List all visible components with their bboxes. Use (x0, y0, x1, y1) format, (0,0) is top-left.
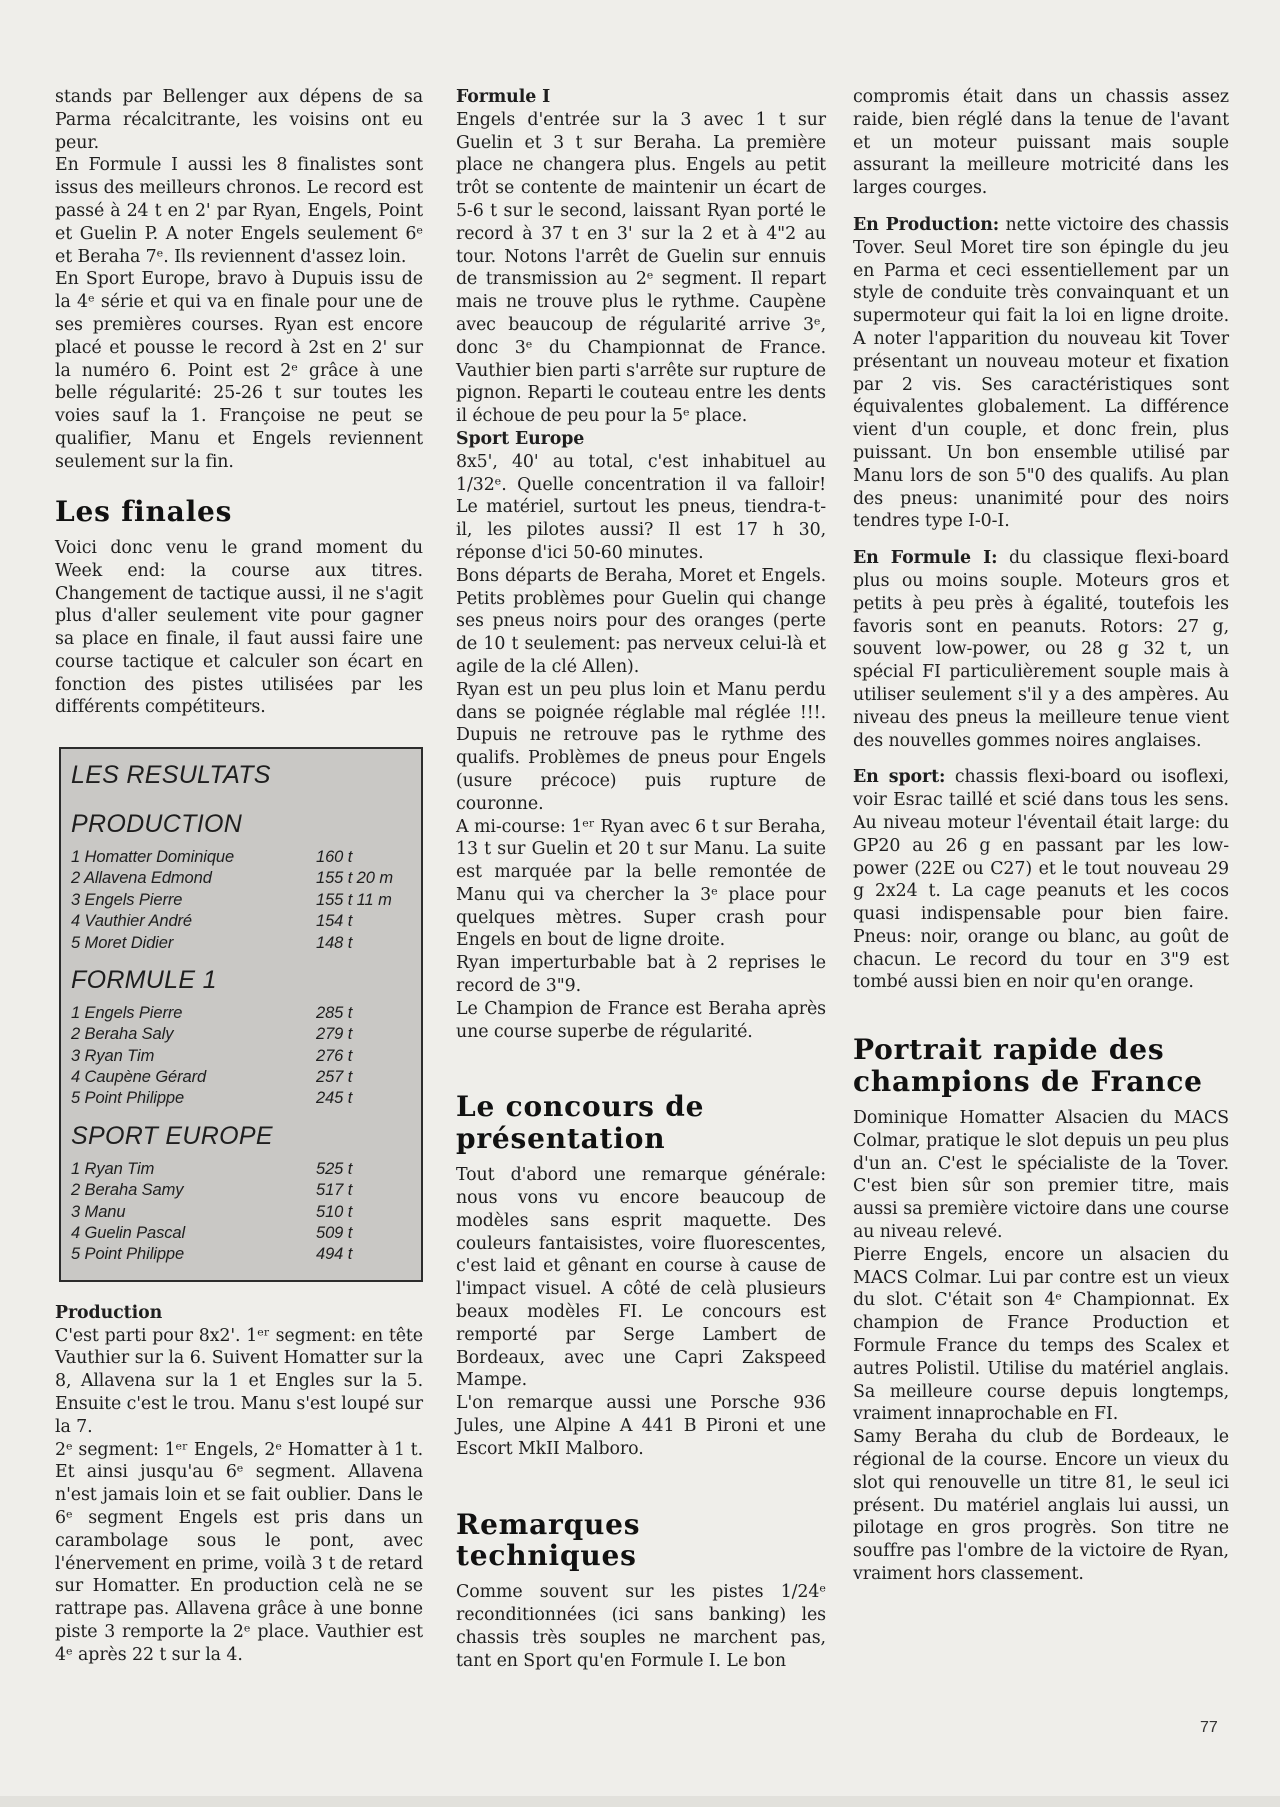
lead-in: En sport: (853, 767, 946, 788)
result-name: 1 Homatter Dominique (71, 847, 235, 866)
result-row (71, 868, 411, 889)
result-score: 257 t (316, 1068, 353, 1087)
paragraph: stands par Bellenger aux dépens de sa Parma récalcitrante, les voisins ont eu peur. (55, 87, 423, 153)
result-name: 5 Moret Didier (71, 933, 174, 952)
result-score: 148 t (316, 933, 353, 952)
subheading-production: Production (55, 1302, 163, 1323)
heading-portrait: Portrait rapide des champions de France (853, 1033, 1203, 1098)
paragraph: A mi-course: 1ᵉʳ Ryan avec 6 t sur Beraha, 13 t sur Guelin et 20 t sur Manu. La suite est marquée par la belle remontée de Manu qui va chercher la 3ᵉ place pour quelques mètres. Super crash pour Engels en bout de ligne droite. (456, 816, 826, 951)
result-score: 279 t (316, 1025, 353, 1044)
results-title: LES RESULTATS (71, 761, 271, 790)
paragraph: Voici donc venu le grand moment du Week end: la course aux titres. Changement de tactique aussi, il ne s'agit plus d'aller seulement vite pour gagner sa place en finale, il faut aussi faire une course tactique et calculer son écart en fonction des pistes utilisées par les différents compétiteurs. (55, 537, 423, 718)
result-name: 1 Ryan Tim (71, 1159, 155, 1178)
result-score: 245 t (316, 1089, 353, 1108)
result-score: 155 t 20 m (316, 869, 393, 888)
results-box (59, 747, 423, 1282)
paragraph: Samy Beraha du club de Bordeaux, le régional de la course. Encore un vieux du slot qui renouvelle un titre 81, le seul ici présent. Du matériel anglais lui aussi, un pilotage en gros progrès. Son titre ne souffre pas l'ombre de la victoire de Ryan, vraiment hors classement. (853, 1427, 1229, 1584)
result-name: 1 Engels Pierre (71, 1003, 183, 1022)
paragraph: Pierre Engels, encore un alsacien du MACS Colmar. Lui par contre est un vieux du slot. C'était son 4ᵉ Championnat. Ex champion de France Production et Formule France du temps des Scalex et autres Polistil. Utilise du matériel anglais. Sa meilleure course depuis longtemps, vraiment innaprochable en FI. (853, 1244, 1229, 1425)
results-category-production (71, 808, 411, 954)
heading-les-finales: Les finales (55, 494, 233, 528)
paragraph: compromis était dans un chassis assez raide, bien réglé dans la tenue de l'avant et un moteur puissant mais souple assurant la meilleure motricité dans les larges courges. (853, 87, 1229, 199)
paragraph: Comme souvent sur les pistes 1/24ᵉ reconditionnées (ici sans banking) les chassis très souples ne marchent pas, tant en Sport qu'en Formule I. Le bon (456, 1582, 826, 1671)
result-score: 517 t (316, 1181, 353, 1200)
paragraph: Le Champion de France est Beraha après une course superbe de régularité. (456, 998, 826, 1042)
heading-remarques: Remarques techniques (456, 1507, 641, 1572)
paragraph-text: du classique flexi-board plus ou moins souple. Moteurs gros et petits à peu près à égalité, toutefois les favoris sont en peanuts. Rotors: 27 g, souvent low-power, ou 28 g 32 t, un spécial FI particulièrement souple mais à utiliser seulement s'il y a des ampères. Au niveau des pneus la meilleure tenue vient des nouvelles gommes noires anglaises. (853, 548, 1229, 751)
paragraph: Tout d'abord une remarque générale: nous vons vu encore beaucoup de modèles sans esprit maquette. Des couleurs fantaisistes, voire fluorescentes, c'est laid et gênant en course à cause de l'impact visuel. A côté de celà plusieurs beaux modèles FI. Le concours est remporté par Serge Lambert de Bordeaux, avec une Capri Zakspeed Mampe. (456, 1165, 826, 1391)
paragraph: L'on remarque aussi une Porsche 936 Jules, une Alpine A 441 B Pironi et une Escort MkII Malboro. (456, 1393, 826, 1459)
result-row (71, 1180, 411, 1201)
result-name: 3 Engels Pierre (71, 890, 183, 909)
result-score: 276 t (316, 1046, 353, 1065)
result-row (71, 890, 411, 911)
result-name: 4 Vauthier André (71, 912, 193, 931)
result-name: 3 Manu (71, 1202, 126, 1221)
result-score: 160 t (316, 847, 353, 866)
paragraph: Dominique Homatter Alsacien du MACS Colmar, pratique le slot depuis un peu plus d'un an. C'est le spécialiste de la Tover. C'est bien sûr son premier titre, mais aussi sa première victoire dans une course au niveau relevé. (853, 1108, 1229, 1242)
paragraph: 8x5', 40' au total, c'est inhabituel au 1/32ᵉ. Quelle concentration il va falloir! Le matériel, surtout les pneus, tiendra-t-il, les pilotes aussi? Il est 17 h 30, réponse d'ici 50-60 minutes. (456, 451, 826, 563)
result-score: 494 t (316, 1245, 353, 1264)
result-row (71, 1159, 411, 1180)
result-row (71, 1067, 411, 1088)
column-2 (456, 86, 826, 1672)
scan-edge (0, 1796, 1280, 1807)
paragraph: Ryan est un peu plus loin et Manu perdu dans se poignée réglable mal réglée !!!. Dupuis ne retrouve pas le rythme des qualifs. Problèmes de pneus pour Engels (usure précoce) puis rupture de couronne. (456, 679, 826, 814)
category-title: SPORT EUROPE (71, 1121, 273, 1150)
result-row (71, 1046, 411, 1067)
results-category-sport-europe (71, 1120, 411, 1266)
paragraph: En Sport Europe, bravo à Dupuis issu de la 4ᵉ série et qui va en finale pour une de ses premières courses. Ryan est encore placé et pousse le record à 2st en 2' sur la numéro 6. Point est 2ᵉ grâce à une belle régularité: 25-26 t sur toutes les voies sauf la 1. Françoise ne peut se qualifier, Manu et Engels reviennent seulement sur la fin. (55, 269, 423, 472)
lead-in: En Formule I: (853, 548, 998, 569)
paragraph (853, 214, 1229, 533)
result-score: 509 t (316, 1223, 353, 1242)
paragraph (853, 766, 1229, 994)
result-row (71, 1003, 411, 1024)
result-name: 3 Ryan Tim (71, 1046, 155, 1065)
paragraph: 2ᵉ segment: 1ᵉʳ Engels, 2ᵉ Homatter à 1 t. Et ainsi jusqu'au 6ᵉ segment. Allavena n'est jamais loin et se fait oublier. Dans le 6ᵉ segment Engels est pris dans un carambolage sous le pont, avec l'énervement en prime, voilà 3 t de retard sur Homatter. En production celà ne se rattrape pas. Allavena grâce à une bonne piste 3 remporte la 2ᵉ place. Vauthier est 4ᵉ après 22 t sur la 4. (55, 1439, 423, 1665)
result-score: 525 t (316, 1159, 353, 1178)
result-score: 510 t (316, 1202, 353, 1221)
column-3 (853, 86, 1229, 1586)
result-row (71, 1024, 411, 1045)
subheading-formule-i: Formule I (456, 87, 551, 107)
result-row (71, 1244, 411, 1265)
result-score: 155 t 11 m (316, 890, 392, 909)
result-name: 2 Beraha Samy (71, 1181, 184, 1200)
paragraph: Ryan imperturbable bat à 2 reprises le record de 3"9. (456, 953, 826, 997)
paragraph: Engels d'entrée sur la 3 avec 1 t sur Guelin et 3 t sur Beraha. La première place ne changera plus. Engels au petit trôt se contente de maintenir un écart de 5-6 t sur le second, laissant Ryan porté le record à 37 t en 3' sur la 2 et à 4"2 au tour. Notons l'arrêt de Guelin sur ennuis de transmission au 2ᵉ segment. Il repart mais ne trouve plus le rythme. Caupène avec beaucoup de régularité arrive 3ᵉ, donc 3ᵉ du Championnat de France. Vauthier bien parti s'arrête sur rupture de pignon. Reparti le couteau entre les dents il échoue de peu pour la 5ᵉ place. (456, 109, 826, 427)
result-row (71, 1088, 411, 1109)
result-row (71, 933, 411, 954)
category-title: PRODUCTION (71, 810, 243, 839)
result-name: 5 Point Philippe (71, 1245, 185, 1264)
lead-in: En Production: (853, 214, 1000, 235)
paragraph (853, 547, 1229, 752)
results-category-formule-1 (71, 964, 411, 1110)
category-title: FORMULE 1 (71, 965, 217, 994)
result-name: 2 Beraha Saly (71, 1025, 174, 1044)
paragraph-text: nette victoire des chassis Tover. Seul Moret tire son épingle du jeu en Parma et ceci essentiellement par un style de conduite très convainquant et un supermoteur qui fait la loi en ligne droite. A noter l'apparition du nouveau kit Tover présentant un nouveau moteur et fixation par 2 vis. Ses caractéristiques sont équivalentes globalement. La différence vient d'un couple, et donc frein, plus puissant. Un bon ensemble utilisé par Manu lors de son 5"0 des qualifs. Au plan des pneus: unanimité pour des noirs tendres type I-0-I. (853, 214, 1229, 532)
paragraph: Bons départs de Beraha, Moret et Engels. Petits problèmes pour Guelin qui change ses pneus noirs pour des oranges (perte de 10 t seulement: pas nerveux celui-là et agile de la clé Allen). (456, 565, 826, 677)
result-name: 4 Guelin Pascal (71, 1223, 186, 1242)
result-row (71, 1202, 411, 1223)
subheading-sport-europe: Sport Europe (456, 428, 585, 449)
result-score: 285 t (316, 1003, 353, 1022)
result-row (71, 847, 411, 868)
paragraph-text: chassis flexi-board ou isoflexi, voir Esrac taillé et scié dans tous les sens. Au niveau moteur l'éventail était large: du GP20 au 26 g en passant par les low-power (22E ou C27) et le tout nouveau 29 g 2x24 t. La cage peanuts et les cocos quasi indispensable pour bien faire. Pneus: noir, orange ou blanc, au goût de chacun. Le record du tour en 3"9 est tombé aussi bien en noir qu'en orange. (853, 767, 1229, 993)
result-name: 4 Caupène Gérard (71, 1068, 207, 1087)
heading-le-concours: Le concours de présentation (456, 1090, 705, 1155)
result-name: 2 Allavena Edmond (71, 869, 212, 888)
paragraph: C'est parti pour 8x2'. 1ᵉʳ segment: en tête Vauthier sur la 6. Suivent Homatter sur la 8, Allavena sur la 1 et Engles sur la 5. Ensuite c'est le trou. Manu s'est loupé sur la 7. (55, 1325, 423, 1437)
result-name: 5 Point Philippe (71, 1089, 185, 1108)
paragraph: En Formule I aussi les 8 finalistes sont issus des meilleurs chronos. Le record est passé à 24 t en 2' par Ryan, Engels, Point et Guelin P. A noter Engels seulement 6ᵉ et Beraha 7ᵉ. Ils reviennent d'assez loin. (55, 155, 423, 267)
page-number: 77 (1200, 1719, 1218, 1736)
column-1 (55, 86, 423, 1667)
result-row (71, 911, 411, 932)
result-row (71, 1223, 411, 1244)
result-score: 154 t (316, 912, 353, 931)
